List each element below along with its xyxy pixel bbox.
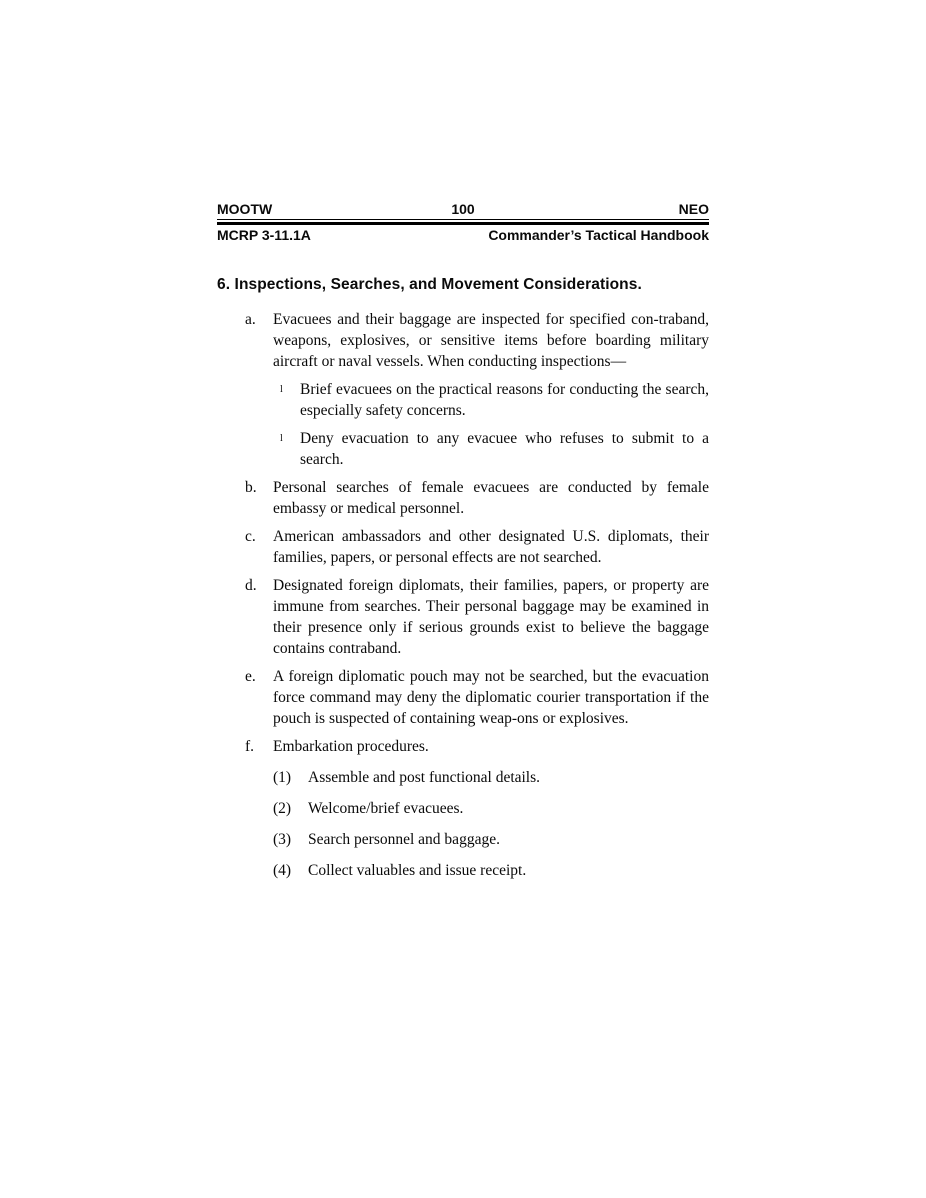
bullet-item bbox=[273, 428, 709, 470]
numbered-text: Search personnel and baggage. bbox=[308, 830, 500, 848]
numbered-item bbox=[273, 860, 709, 881]
item-text: Designated foreign diplomats, their families, papers, or property are immune from searches. Their personal baggage may be examined in their presence only if serious grounds exist to believe the baggage contains contraband. bbox=[273, 576, 709, 657]
numbered-item bbox=[273, 767, 709, 788]
item-text: American ambassadors and other designated U.S. diplomats, their families, papers, or personal effects are not searched. bbox=[273, 527, 709, 566]
bullet-item bbox=[273, 379, 709, 421]
header-page-number: 100 bbox=[451, 201, 475, 217]
list-item bbox=[217, 736, 709, 881]
numbered-text: Assemble and post functional details. bbox=[308, 768, 541, 786]
list-item bbox=[217, 526, 709, 568]
numbered-item bbox=[273, 829, 709, 850]
header-rule bbox=[217, 222, 709, 225]
item-text: A foreign diplomatic pouch may not be searched, but the evacuation force command may deny the diplomatic courier transportation if the pouch is suspected of containing weap-ons or explosives. bbox=[273, 667, 709, 727]
numbered-label: (2) bbox=[273, 799, 292, 817]
header-left-label: MOOTW bbox=[217, 201, 273, 217]
item-letter-label: d. bbox=[245, 576, 257, 594]
item-text: Evacuees and their baggage are inspected for specified con-traband, weapons, explosives, or sensitive items before boarding military aircraft or naval vessels. When conducting inspections— bbox=[273, 310, 709, 370]
numbered-label: (4) bbox=[273, 861, 292, 879]
numbered-item bbox=[273, 798, 709, 819]
item-body bbox=[273, 526, 709, 568]
list-item bbox=[217, 575, 709, 659]
bullet-marker: l bbox=[280, 432, 283, 444]
section-heading: 6. Inspections, Searches, and Movement Considerations. bbox=[217, 275, 642, 293]
bullet-text: Deny evacuation to any evacuee who refuses to submit to a search. bbox=[300, 429, 709, 468]
numbered-text: Welcome/brief evacuees. bbox=[308, 799, 464, 817]
header-doc-title: Commander’s Tactical Handbook bbox=[488, 226, 709, 243]
item-body bbox=[273, 736, 709, 881]
bullet-marker: l bbox=[280, 383, 283, 395]
item-body bbox=[273, 477, 709, 519]
item-body bbox=[273, 666, 709, 729]
bullet-text: Brief evacuees on the practical reasons for conducting the search, especially safety concerns. bbox=[300, 380, 709, 419]
item-text: Embarkation procedures. bbox=[273, 737, 429, 755]
numbered-label: (1) bbox=[273, 768, 292, 786]
item-letter-label: b. bbox=[245, 478, 257, 496]
page-header bbox=[217, 202, 709, 243]
item-text: Personal searches of female evacuees are conducted by female embassy or medical personnel. bbox=[273, 478, 709, 517]
header-bottom-row bbox=[217, 228, 709, 243]
header-top-row bbox=[217, 202, 709, 220]
item-letter-label: e. bbox=[245, 667, 256, 685]
header-doc-id: MCRP 3-11.1A bbox=[217, 226, 311, 243]
item-body bbox=[273, 309, 709, 470]
list-item bbox=[217, 309, 709, 470]
item-letter-label: f. bbox=[245, 737, 255, 755]
item-letter-label: a. bbox=[245, 310, 256, 328]
item-letter-label: c. bbox=[245, 527, 256, 545]
list-item bbox=[217, 477, 709, 519]
numbered-text: Collect valuables and issue receipt. bbox=[308, 861, 527, 879]
numbered-label: (3) bbox=[273, 830, 292, 848]
outline-list bbox=[217, 309, 709, 881]
header-right-label: NEO bbox=[678, 201, 709, 217]
item-body bbox=[273, 575, 709, 659]
list-item bbox=[217, 666, 709, 729]
document-page bbox=[217, 202, 709, 881]
